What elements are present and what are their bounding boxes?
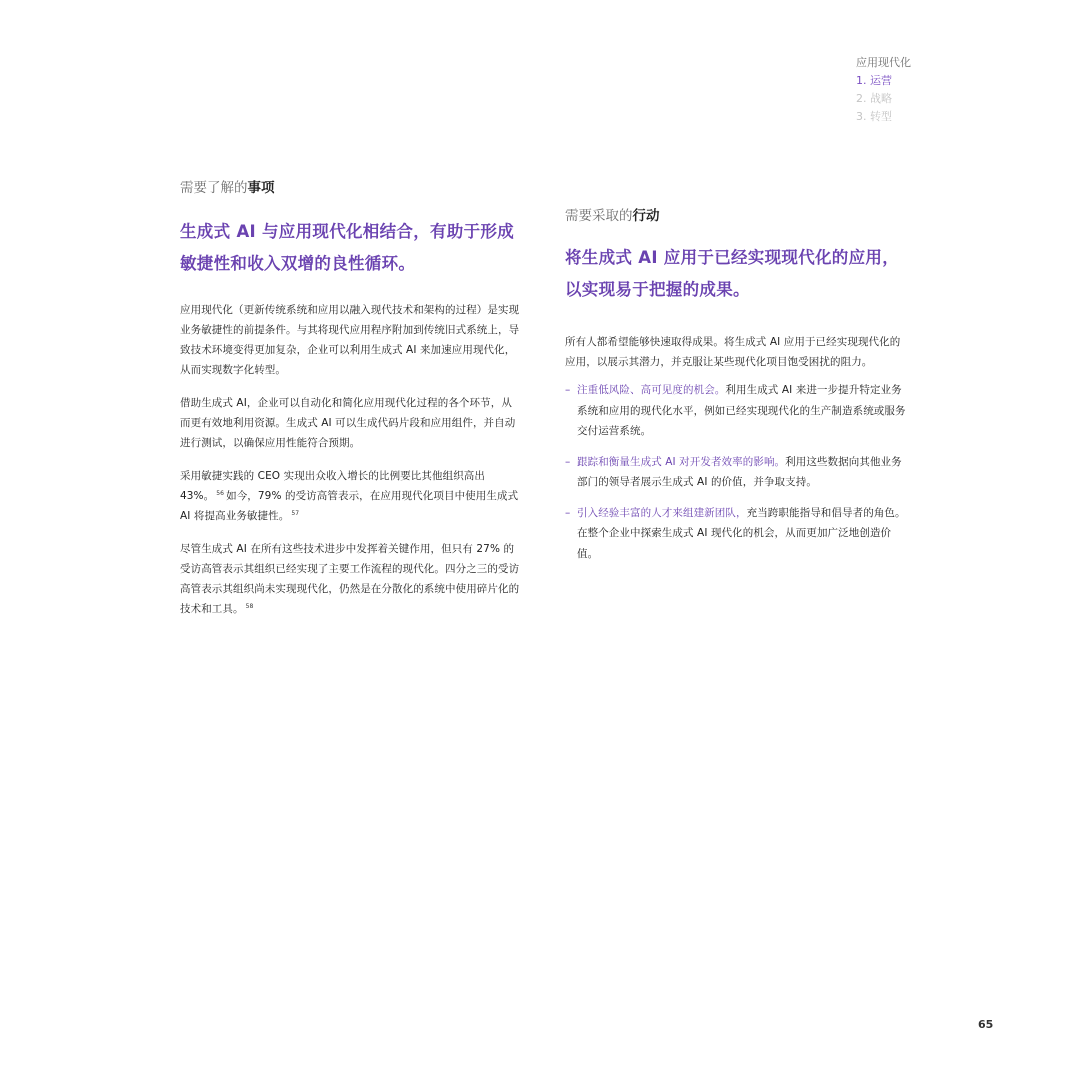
bullet-lead: 引入经验丰富的人才来组建新团队， [577, 506, 747, 519]
footnote-ref-57[interactable]: 57 [291, 510, 300, 517]
list-item [565, 452, 910, 493]
footnote-ref-56[interactable]: 56 [216, 490, 225, 497]
section-nav [856, 54, 911, 126]
dash-marker: – [565, 455, 571, 468]
right-column [565, 204, 910, 574]
left-headline: 生成式 AI 与应用现代化相结合，有助于形成敏捷性和收入双增的良性循环。 [180, 222, 514, 273]
left-paragraph-3-part-2: 如今，79% 的受访高管表示，在应用现代化项目中使用生成式 AI 将提高业务敏捷性。 [180, 490, 519, 522]
nav-title: 应用现代化 [856, 56, 911, 69]
left-paragraph-2: 借助生成式 AI，企业可以自动化和简化应用现代化过程的各个环节，从而更有效地利用资源。生成式 AI 可以生成代码片段和应用组件，并自动进行测试，以确保应用性能符合预期。 [180, 397, 516, 449]
dash-marker: – [565, 506, 571, 519]
bullet-lead: 跟踪和衡量生成式 AI 对开发者效率的影响。 [577, 455, 786, 468]
right-label-bold: 行动 [632, 208, 660, 224]
nav-item-operations[interactable]: 1. 运营 [856, 74, 892, 87]
nav-item-strategy[interactable]: 2. 战略 [856, 92, 892, 105]
list-item [565, 503, 910, 565]
right-section-label [565, 204, 910, 224]
page-number: 65 [978, 1018, 994, 1031]
bullet-lead: 注重低风险、高可见度的机会。 [577, 384, 726, 396]
left-paragraph-1: 应用现代化（更新传统系统和应用以融入现代技术和架构的过程）是实现业务敏捷性的前提条件。与其将现代应用程序附加到传统旧式系统上，导致技术环境变得更加复杂，企业可以利用生成式 AI 来加速应用现代化，从而实现数字化转型。 [180, 304, 520, 376]
nav-item-transformation[interactable]: 3. 转型 [856, 110, 892, 123]
bullet-text: 利用这些数据向其他业务部门的领导者展示生成式 AI 的价值，并争取支持。 [577, 455, 902, 488]
left-paragraph-4-text: 尽管生成式 AI 在所有这些技术进步中发挥着关键作用，但只有 27% 的受访高管表示其组织已经实现了主要工作流程的现代化。四分之三的受访高管表示其组织尚未实现现代化，仍然是在分散化的系统中使用碎片化的技术和工具。 [180, 543, 520, 615]
list-item [565, 380, 910, 442]
bullet-text: 利用生成式 AI 来进一步提升特定业务系统和应用的现代化水平，例如已经实现现代化的生产制造系统或服务交付运营系统。 [577, 384, 906, 437]
left-paragraph-4 [180, 539, 520, 619]
right-headline: 将生成式 AI 应用于已经实现现代化的应用，以实现易于把握的成果。 [565, 248, 899, 299]
left-paragraph-3 [180, 466, 520, 526]
footnote-ref-58[interactable]: 58 [245, 603, 254, 610]
left-label-prefix: 需要了解的 [180, 180, 248, 196]
right-label-prefix: 需要采取的 [565, 208, 633, 224]
left-paragraph-3-part-1: 采用敏捷实践的 CEO 实现出众收入增长的比例要比其他组织高出 43%。 [180, 470, 486, 502]
left-section-label [180, 176, 525, 196]
left-label-bold: 事项 [247, 180, 275, 196]
action-list [565, 380, 910, 564]
right-paragraph-1: 所有人都希望能够快速取得成果。将生成式 AI 应用于已经实现现代化的应用，以展示其潜力，并克服让某些现代化项目饱受困扰的阻力。 [565, 336, 901, 368]
dash-marker: – [565, 384, 571, 396]
bullet-text: 充当跨职能指导和倡导者的角色。在整个企业中探索生成式 AI 现代化的机会，从而更加广泛地创造价值。 [577, 506, 906, 560]
left-column [180, 176, 525, 619]
